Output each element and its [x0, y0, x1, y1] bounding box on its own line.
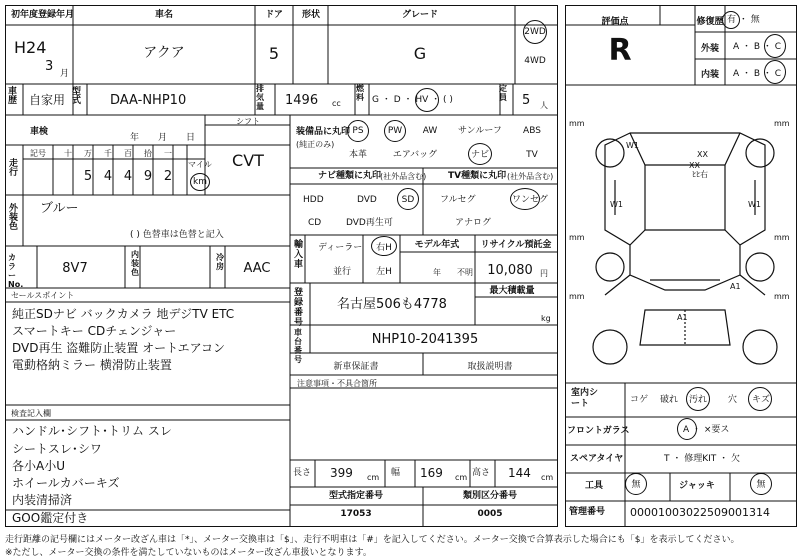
chassis-value: NHP10-2041395	[371, 332, 479, 347]
jack-label: ジャッキ	[679, 481, 715, 491]
equip-item: エアバッグ	[392, 150, 438, 160]
mileage-digit: 2	[163, 169, 173, 184]
tv-item: アナログ	[455, 218, 492, 228]
import-label: 輸入車	[294, 240, 304, 270]
sales-point-line: 電動格納ミラー 横滑防止装置	[12, 358, 172, 372]
seat-item: 破れ	[660, 395, 679, 405]
model: DAA-NHP10	[110, 93, 187, 108]
caution-label: 注意事項・不具合箇所	[297, 379, 377, 388]
inspection-day-unit: 日	[186, 133, 196, 143]
type-class: 0005	[477, 509, 503, 519]
navi-item: CD	[308, 218, 322, 228]
mileage-digit-label: 拾	[144, 149, 152, 158]
displacement: 1496	[285, 93, 319, 108]
inspection-label: 車検	[30, 127, 49, 137]
inspection-month-unit: 月	[158, 133, 168, 143]
capacity-unit: 人	[540, 101, 548, 110]
diagram-mark: A1	[677, 313, 688, 322]
tools-value: 無	[631, 480, 641, 490]
height-value: 144	[508, 466, 531, 480]
capacity-label: 定員	[499, 84, 507, 102]
sales-point-line: DVD再生 盗難防止装置 オートエアコン	[12, 341, 226, 355]
reg-month-unit: 月	[60, 69, 70, 79]
tire-mm-label: mm	[774, 119, 790, 128]
registration-value: 名古屋506も4778	[337, 297, 447, 312]
drive-2wd: 2WD	[524, 27, 546, 37]
aircon: AAC	[243, 261, 271, 276]
seat-item: コゲ	[630, 395, 649, 405]
model-year-value: 不明	[457, 268, 473, 277]
inspection-notes-label: 検査記入欄	[11, 409, 51, 418]
sales-point-line: 純正SDナビ バックカメラ 地デジTV ETC	[12, 307, 235, 321]
tv-item: ワンセグ	[512, 195, 549, 205]
fuel-selected-circle	[415, 88, 439, 112]
height-unit: cm	[541, 473, 554, 482]
navi-item: HDD	[303, 195, 324, 205]
diagram-mark: A1	[730, 282, 741, 291]
type-model: 17053	[340, 509, 372, 519]
warranty-label: 新車保証書	[333, 362, 379, 372]
height-label: 高さ	[472, 468, 491, 478]
jack-value: 無	[756, 480, 766, 490]
equip-item: AW	[422, 126, 438, 136]
displacement-label: 排気量	[256, 84, 264, 111]
import-parallel: 並行	[333, 267, 352, 277]
equip-item: PW	[387, 126, 403, 136]
mileage-digit-label: 十	[64, 149, 72, 158]
inspection-note-line: 内装清掃済	[12, 493, 73, 507]
tv-item: フルセグ	[440, 195, 476, 205]
interior-label: 内装	[700, 70, 720, 80]
grade: G	[413, 44, 427, 63]
sales-points-label: セールスポイント	[11, 291, 75, 300]
diagram-mark: XX	[697, 150, 708, 159]
windshield-label: フロントガラス	[567, 426, 630, 436]
max-load-unit: kg	[541, 314, 551, 323]
sheet-grid	[5, 5, 797, 527]
exterior-label: 外装	[700, 44, 720, 54]
mileage-mark-label: 記号	[30, 149, 46, 158]
spare-label: スペアタイヤ	[570, 454, 624, 464]
exterior-value: A ・ B ・ C	[733, 42, 782, 52]
interior-color-label: 内装色	[131, 250, 139, 277]
tire-mm-label: mm	[569, 119, 585, 128]
color-value: ブルー	[40, 201, 79, 216]
diagram-mark: XX	[689, 161, 700, 170]
sales-point-line: スマートキー CDチェンジャー	[12, 324, 177, 338]
import-right: 右H	[376, 243, 392, 253]
color-no: 8V7	[62, 261, 88, 276]
length-label: 長さ	[293, 468, 312, 478]
mgmt-label: 管理番号	[569, 507, 606, 517]
equip-item: PS	[352, 126, 364, 136]
type-class-label: 類別区分番号	[462, 491, 518, 501]
mileage-digit: 9	[143, 169, 153, 184]
drive-4wd: 4WD	[524, 56, 546, 66]
usage-value: 自家用	[29, 93, 66, 107]
inspection-year-unit: 年	[130, 133, 140, 143]
tire-mm-label: mm	[774, 233, 790, 242]
type-model-label: 型式指定番号	[328, 491, 384, 501]
max-load-label: 最大積載量	[489, 286, 535, 296]
mileage-digit: 4	[123, 169, 133, 184]
model-year-label: モデル年式	[414, 240, 460, 250]
car-name-label: 車名	[154, 10, 174, 20]
mileage-digit: 5	[83, 169, 93, 184]
fuel-label: 燃料	[356, 84, 364, 102]
usage-label: 車歴	[8, 87, 18, 106]
shape-label: 形状	[301, 10, 321, 20]
mileage-mile-label: マイル	[188, 160, 212, 169]
navi-item: DVD再生可	[346, 218, 393, 228]
fuel-options: G ・ D ・ HV ・ ( )	[372, 95, 453, 105]
chassis-label: 車台番号	[294, 328, 302, 364]
equip-item: ナビ	[470, 150, 490, 160]
mileage-label: 走行	[9, 159, 19, 178]
navi-item: DVD	[357, 195, 377, 205]
grade-label: グレード	[401, 10, 439, 20]
tire-mm-label: mm	[569, 233, 585, 242]
shift-value: CVT	[232, 151, 264, 170]
seat-item: キズ	[752, 395, 770, 405]
doors: 5	[268, 44, 280, 63]
navi-sublabel: (社外品含む)	[380, 172, 427, 181]
mileage-unit: km	[193, 177, 207, 187]
tools-label: 工具	[585, 481, 604, 491]
spare-value: T ・ 修理KIT ・ 欠	[664, 454, 740, 464]
score: R	[608, 33, 632, 68]
capacity: 5	[522, 93, 531, 108]
interior-circle	[764, 60, 786, 84]
equip-item: TV	[526, 150, 538, 160]
interior-value: A ・ B ・ C	[733, 69, 782, 79]
score-label: 評価点	[601, 17, 629, 27]
mileage-digit-label: 千	[104, 149, 112, 158]
tv-sublabel: (社外品含む)	[507, 172, 554, 181]
mileage-digit-label: 一	[164, 149, 172, 158]
registration-label: 登録番号	[294, 288, 304, 328]
recycle-label: リサイクル預託金	[480, 240, 552, 250]
manual-label: 取扱説明書	[467, 362, 513, 372]
mileage-digit: 4	[103, 169, 113, 184]
displacement-unit: cc	[332, 99, 341, 108]
color-note: ( ) 色替車は色替と記入	[130, 230, 224, 240]
car-name: アクア	[143, 45, 185, 61]
diagram-mark: W1	[626, 141, 639, 150]
inspection-note-line: GOO鑑定付き	[12, 511, 89, 525]
equip-item: サンルーフ	[458, 126, 502, 136]
inspection-note-line: ハンドル･シフト･トリム スレ	[12, 424, 172, 438]
grid-lines	[5, 5, 797, 527]
model-label: 型式	[72, 87, 82, 106]
reg-era: H24	[14, 38, 47, 57]
shift-label: シフト	[236, 117, 260, 126]
aircon-label: 冷房	[216, 253, 224, 271]
navi-item: SD	[401, 195, 415, 205]
inspection-note-line: ホイールカバーキズ	[12, 476, 120, 490]
import-dealer: ディーラー	[318, 243, 363, 253]
inspection-note-line: 各小A小U	[12, 459, 65, 473]
footer-note-1: 走行距離の記号欄にはメーター改ざん車は「*」、メーター交換車は「$」、走行不明車は「#」を記入してください。メーター交換で合算表示した場合にも「$」を表示してください。	[5, 535, 740, 545]
car-diagram-icon	[593, 133, 777, 364]
seat-item: 汚れ	[689, 395, 708, 405]
equip-item: ABS	[523, 126, 541, 136]
reg-month: 3	[45, 59, 54, 74]
tire-mm-label: mm	[774, 292, 790, 301]
mgmt-value: 00001003022509001314	[630, 506, 770, 519]
equip-item: 本革	[348, 150, 368, 160]
width-label: 幅	[391, 468, 401, 478]
import-left: 左H	[376, 267, 392, 277]
navi-label: ナビ種類に丸印	[318, 171, 382, 181]
width-value: 169	[420, 466, 443, 480]
width-unit: cm	[455, 473, 468, 482]
tv-label: TV種類に丸印	[448, 171, 507, 181]
color-label: 外装色	[9, 204, 19, 232]
diagram-mark: ﾋﾋ右	[692, 170, 708, 179]
model-year-unit: 年	[433, 268, 441, 277]
windshield-value: A ・ ×要ス	[683, 425, 730, 435]
seat-item: 穴	[728, 395, 738, 405]
length-unit: cm	[367, 473, 380, 482]
repair-label: 修復歴	[696, 17, 724, 27]
seats-label: 室内シート	[571, 388, 599, 409]
reg-year-label: 初年度登録年月	[11, 10, 75, 20]
repair-value: 有 ・ 無	[727, 15, 760, 25]
diagram-mark: W1	[748, 200, 761, 209]
mileage-digit-label: 百	[124, 149, 132, 158]
tire-mm-label: mm	[569, 292, 585, 301]
length-value: 399	[330, 466, 353, 480]
color-no-label: カラーNo.	[8, 253, 24, 289]
recycle-unit: 円	[540, 269, 548, 278]
equipment-sublabel: (純正のみ)	[296, 140, 335, 149]
door-label: ドア	[265, 10, 283, 20]
footer-note-2: ※ただし、メーター交換の条件を満たしていないものはメーター改ざん車扱いとなります。	[5, 548, 372, 558]
mileage-digit-label: 万	[84, 149, 92, 158]
exterior-circle	[764, 34, 786, 58]
diagram-mark: W1	[610, 200, 623, 209]
inspection-note-line: シートスレ･シワ	[12, 442, 102, 456]
equipment-label: 装備品に丸印	[296, 127, 351, 137]
recycle-value: 10,080	[487, 263, 533, 278]
